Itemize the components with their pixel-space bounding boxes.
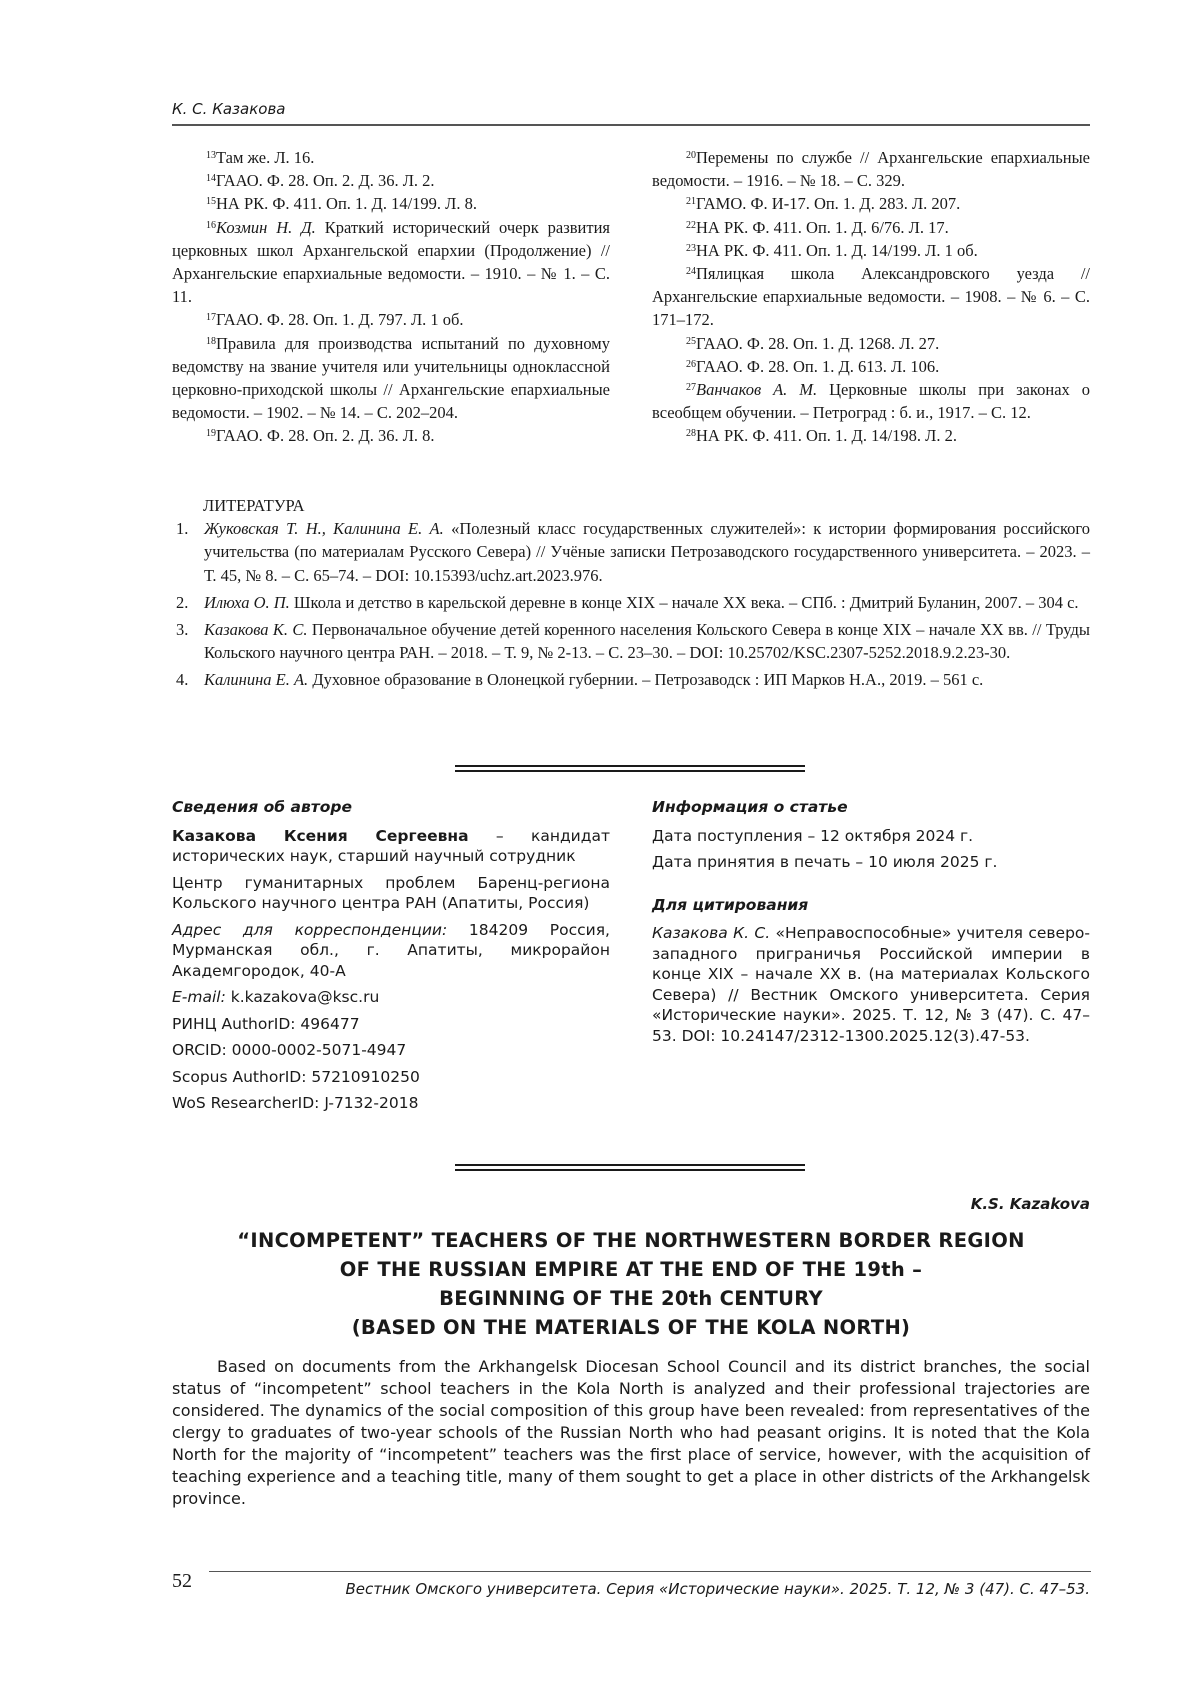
- footnote-text: ГААО. Ф. 28. Оп. 2. Д. 36. Л. 2.: [216, 171, 435, 191]
- citation-author: Казакова К. С.: [652, 924, 771, 942]
- english-title-line: BEGINNING OF THE 20th CENTURY: [439, 1287, 823, 1310]
- footnote: [172, 192, 610, 215]
- author-name-line: [172, 826, 610, 867]
- author-position: – кандидат исторических наук, старший научный сотрудник: [172, 826, 610, 865]
- literature-title: ЛИТЕРАТУРА: [203, 496, 305, 515]
- author-address: [172, 920, 610, 982]
- footnote: [172, 169, 610, 192]
- literature-number: 4.: [176, 670, 189, 690]
- footnote: [172, 216, 610, 309]
- accepted-date: Дата принятия в печать – 10 июля 2025 г.: [652, 853, 998, 871]
- footnote-author: Козмин Н. Д.: [216, 217, 316, 237]
- author-organization: Центр гуманитарных проблем Баренц-региона Кольского научного центра РАН (Апатиты, Россия): [172, 873, 610, 912]
- footnote-number: 20: [686, 150, 696, 161]
- footnote-text: Правила для производства испытаний по духовному ведомству на звание учителя или учительницы одноклассной церковно-приходской школы // Архангельские епархиальные ведомости. – 1902. – № 14. – С. 202–204.: [172, 333, 610, 423]
- address-value: 184209 Россия, Мурманская обл., г. Апатиты, микрорайон Академгородок, 40-А: [172, 920, 610, 980]
- citation-text: [652, 923, 1090, 1046]
- english-abstract: Based on documents from the Arkhangelsk Diocesan School Council and its district branches, the social status of “incompetent” school teachers in the Kola North is analyzed and their professional trajectories are considered. The dynamics of the social composition of this group have been revealed: from representatives of the clergy to graduates of two-year schools of the Russian North who had peasant origins. It is noted that the Kola North for the majority of “incompetent” teachers was the first place of service, however, with the acquisition of teaching experience and a teaching title, many of them sought to get a place in other districts of the Arkhangelsk province.: [172, 1357, 1090, 1508]
- footnote: [172, 332, 610, 425]
- footnote-text: ГААО. Ф. 28. Оп. 1. Д. 797. Л. 1 об.: [216, 310, 464, 330]
- literature-text: Духовное образование в Олонецкой губернии. – Петрозаводск : ИП Марков Н.А., 2019. – 561 с.: [308, 670, 984, 690]
- section-divider: [455, 1164, 805, 1174]
- header-rule: [172, 124, 1090, 126]
- footnote-number: 26: [686, 358, 696, 370]
- author-email: [172, 987, 610, 1008]
- footnote-number: 16: [206, 219, 216, 231]
- footnote-text: НА РК. Ф. 411. Оп. 1. Д. 14/199. Л. 1 об.: [696, 240, 978, 260]
- footnote: [652, 378, 1090, 424]
- english-title: [172, 1226, 1090, 1342]
- literature-number: 1.: [176, 519, 189, 539]
- citation-body: «Неправоспособные» учителя северо-западного приграничья Российской империи в конце XIX – начале XX в. (на материалах Кольского Севера) // Вестник Омского университета. Серия «Исторические науки». 2025. Т. 12, № 3 (47). С. 47–53. DOI: 10.24147/2312-1300.2025.12(3).47-53.: [652, 924, 1091, 1045]
- footnote-text: Там же. Л. 16.: [216, 148, 315, 167]
- email-label: E-mail:: [172, 988, 226, 1006]
- footnotes-right-column: [652, 146, 1090, 448]
- footnote-text: Пялицкая школа Александровского уезда // Архангельские епархиальные ведомости. – 1908. – № 6. – С. 171–172.: [652, 264, 1090, 330]
- address-label: Адрес для корреспонденции:: [172, 920, 448, 939]
- footnote: [652, 216, 1090, 239]
- english-author: K.S. Kazakova: [970, 1195, 1090, 1213]
- footnote: [652, 239, 1090, 262]
- footnote-text: Церковные школы при законах о всеобщем обучении. – Петроград : б. и., 1917. – С. 12.: [652, 380, 1090, 423]
- literature-text: Первоначальное обучение детей коренного населения Кольского Севера в конце XIX – начале XX вв. // Труды Кольского научного центра РАН. – 2018. – Т. 9, № 2-13. – С. 23–30. – DOI: 10.25702/KSC.2307-5252.2018.9.2.23-30.: [204, 620, 1090, 663]
- author-info-block: [172, 797, 610, 1120]
- english-title-line: (BASED ON THE MATERIALS OF THE KOLA NORTH): [351, 1316, 911, 1339]
- footnote-text: НА РК. Ф. 411. Оп. 1. Д. 6/76. Л. 17.: [696, 217, 949, 237]
- author-info-heading: Сведения об авторе: [172, 798, 353, 816]
- literature-item: [172, 618, 1090, 664]
- author-name: Казакова Ксения Сергеевна: [172, 826, 469, 845]
- journal-reference: Вестник Омского университета. Серия «Исторические науки». 2025. Т. 12, № 3 (47). С. 47–53.: [345, 1580, 1090, 1598]
- footnote: [172, 146, 610, 169]
- running-head: К. С. Казакова: [172, 100, 286, 118]
- footnotes-left-column: [172, 146, 610, 448]
- literature-text: Школа и детство в карельской деревне в конце XIX – начале XX века. – СПб. : Дмитрий Буланин, 2007. – 304 с.: [289, 592, 1079, 612]
- footnote: [652, 146, 1090, 192]
- literature-author: Калинина Е. А.: [204, 670, 309, 690]
- literature-author: Жуковская Т. Н., Калинина Е. А.: [204, 519, 444, 539]
- literature-item: [172, 668, 1090, 691]
- footnote: [652, 262, 1090, 332]
- literature-author: Илюха О. П.: [204, 592, 290, 612]
- footnote-number: 28: [686, 428, 696, 440]
- footnote-author: Ванчаков А. М.: [696, 380, 818, 400]
- footnote-number: 17: [206, 312, 216, 324]
- literature-text: «Полезный класс государственных служителей»: к истории формирования российского учительства (по материалам Русского Севера) // Учёные записки Петрозаводского государственного университета. – 2023. – Т. 45, № 8. – С. 65–74. – DOI: 10.15393/uchz.art.2023.976.: [204, 519, 1090, 585]
- english-title-line: OF THE RUSSIAN EMPIRE AT THE END OF THE 19th –: [339, 1258, 923, 1281]
- email-value[interactable]: k.kazakova@ksc.ru: [225, 988, 380, 1006]
- footnote-text: ГААО. Ф. 28. Оп. 1. Д. 1268. Л. 27.: [696, 333, 940, 353]
- footnote-number: 25: [686, 335, 696, 347]
- footnote-text: ГААО. Ф. 28. Оп. 2. Д. 36. Л. 8.: [216, 426, 435, 446]
- literature-list: [172, 517, 1090, 691]
- footnote-number: 22: [686, 219, 696, 231]
- footnote: [652, 192, 1090, 215]
- rinc-id: РИНЦ AuthorID: 496477: [172, 1014, 360, 1033]
- footnote-text: ГАМО. Ф. И-17. Оп. 1. Д. 283. Л. 207.: [696, 194, 961, 214]
- footnote-number: 15: [206, 196, 216, 208]
- literature-section: [172, 494, 1090, 696]
- footnote: [652, 355, 1090, 378]
- literature-number: 2.: [176, 592, 189, 612]
- scopus-id: Scopus AuthorID: 57210910250: [172, 1067, 420, 1086]
- literature-author: Казакова К. С.: [204, 620, 308, 640]
- footnote-number: 27: [686, 382, 696, 394]
- footnote: [652, 424, 1090, 447]
- footnote-number: 18: [206, 335, 216, 347]
- footnote: [172, 308, 610, 331]
- footnote-number: 13: [206, 150, 216, 161]
- page-number: 52: [172, 1570, 192, 1592]
- footnote-text: НА РК. Ф. 411. Оп. 1. Д. 14/199. Л. 8.: [216, 194, 477, 214]
- literature-item: [172, 517, 1090, 587]
- orcid-id: ORCID: 0000-0002-5071-4947: [172, 1041, 407, 1059]
- received-date: Дата поступления – 12 октября 2024 г.: [652, 826, 974, 845]
- footnote: [172, 424, 610, 447]
- footnote-text: Краткий исторический очерк развития церковных школ Архангельской епархии (Продолжение) // Архангельские епархиальные ведомости. – 1910. – № 1. – С. 11.: [172, 217, 610, 307]
- literature-number: 3.: [176, 620, 189, 640]
- footnote-text: ГААО. Ф. 28. Оп. 1. Д. 613. Л. 106.: [696, 356, 940, 376]
- footnote-number: 19: [206, 428, 216, 440]
- wos-id: WoS ResearcherID: J-7132-2018: [172, 1094, 419, 1112]
- citation-heading: Для цитирования: [652, 895, 809, 914]
- article-info-block: [652, 797, 1090, 1052]
- section-divider: [455, 765, 805, 775]
- footnote-number: 24: [686, 266, 696, 278]
- english-title-line: “INCOMPETENT” TEACHERS OF THE NORTHWESTERN BORDER REGION: [237, 1229, 1025, 1252]
- footnote-number: 23: [686, 242, 696, 254]
- footnote-number: 21: [686, 196, 696, 208]
- literature-item: [172, 591, 1090, 614]
- footnote-number: 14: [206, 173, 216, 185]
- footer-rule: [209, 1571, 1091, 1572]
- footnote-text: Перемены по службе // Архангельские епархиальные ведомости. – 1916. – № 18. – С. 329.: [652, 148, 1090, 191]
- footnote: [652, 332, 1090, 355]
- article-info-heading: Информация о статье: [652, 798, 848, 816]
- footnote-text: НА РК. Ф. 411. Оп. 1. Д. 14/198. Л. 2.: [696, 426, 957, 446]
